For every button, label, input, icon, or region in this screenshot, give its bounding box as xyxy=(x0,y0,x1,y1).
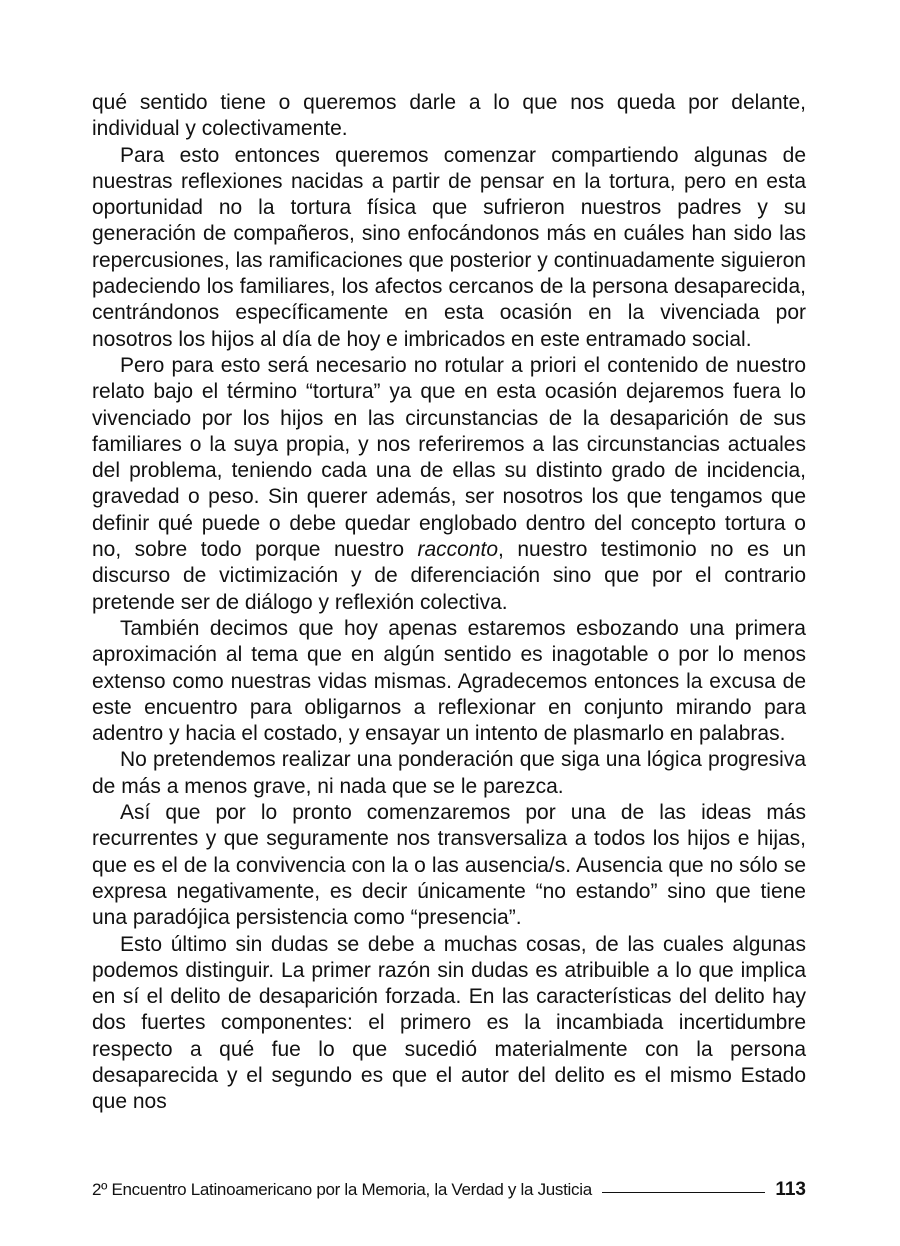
paragraph-3-part-2: , nuestro testimonio no es un discurso de victimización y de diferenciación sino que por el contrario pretende ser de diálogo y reflexión colectiva. xyxy=(92,538,806,614)
page-number: 113 xyxy=(775,1179,806,1200)
running-title: 2º Encuentro Latinoamericano por la Memoria, la Verdad y la Justicia xyxy=(92,1180,592,1199)
paragraph-6: Así que por lo pronto comenzaremos por una de las ideas más recurrentes y que seguramente nos transversaliza a todos los hijos e hijas, que es el de la convivencia con la o las ausencia/s. Ausencia que no sólo se expresa negativamente, es decir únicamente “no estando” sino que tiene una paradójica persistencia como “presencia”. xyxy=(92,801,806,930)
paragraph-7: Esto último sin dudas se debe a muchas cosas, de las cuales algunas podemos distinguir. La primer razón sin dudas es atribuible a lo que implica en sí el delito de desaparición forzada. En las características del delito hay dos fuertes componentes: el primero es la incambiada incertidumbre respecto a qué fue lo que sucedió materialmente con la persona desaparecida y el segundo es que el autor del delito es el mismo Estado que nos xyxy=(92,932,806,1114)
page-footer xyxy=(92,1177,806,1203)
paragraph-3 xyxy=(92,353,806,616)
paragraph-1: qué sentido tiene o queremos darle a lo que nos queda por delante, individual y colectivamente. xyxy=(92,91,806,141)
paragraph-2: Para esto entonces queremos comenzar compartiendo algunas de nuestras reflexiones nacidas a partir de pensar en la tortura, pero en esta oportunidad no la tortura física que sufrieron nuestros padres y su generación de compañeros, sino enfocándonos más en cuáles han sido las repercusiones, las ramificaciones que posterior y continuadamente siguieron padeciendo los familiares, los afectos cercanos de la persona desaparecida, centrándonos específicamente en esta ocasión en la vivenciada por nosotros los hijos al día de hoy e imbricados en este entramado social. xyxy=(92,143,806,351)
italic-term: racconto xyxy=(417,538,499,562)
footer-rule xyxy=(602,1192,765,1193)
paragraph-5: No pretendemos realizar una ponderación que siga una lógica progresiva de más a menos grave, ni nada que se le parezca. xyxy=(92,748,806,798)
paragraph-3-part-1: Pero para esto será necesario no rotular a priori el contenido de nuestro relato bajo el término “tortura” ya que en esta ocasión dejaremos fuera lo vivenciado por los hijos en las circunstancias de la desaparición de sus familiares o la suya propia, y nos referiremos a las circunstancias actuales del problema, teniendo cada una de ellas su distinto grado de incidencia, gravedad o peso. Sin querer además, ser nosotros los que tengamos que definir qué puede o debe quedar englobado dentro del concepto tortura o no, sobre todo porque nuestro xyxy=(92,353,806,562)
page-body xyxy=(92,90,806,1116)
paragraph-4: También decimos que hoy apenas estaremos esbozando una primera aproximación al tema que en algún sentido es inagotable o por lo menos extenso como nuestras vidas mismas. Agradecemos entonces la excusa de este encuentro para obligarnos a reflexionar en conjunto mirando para adentro y hacia el costado, y ensayar un intento de plasmarlo en palabras. xyxy=(92,616,806,746)
